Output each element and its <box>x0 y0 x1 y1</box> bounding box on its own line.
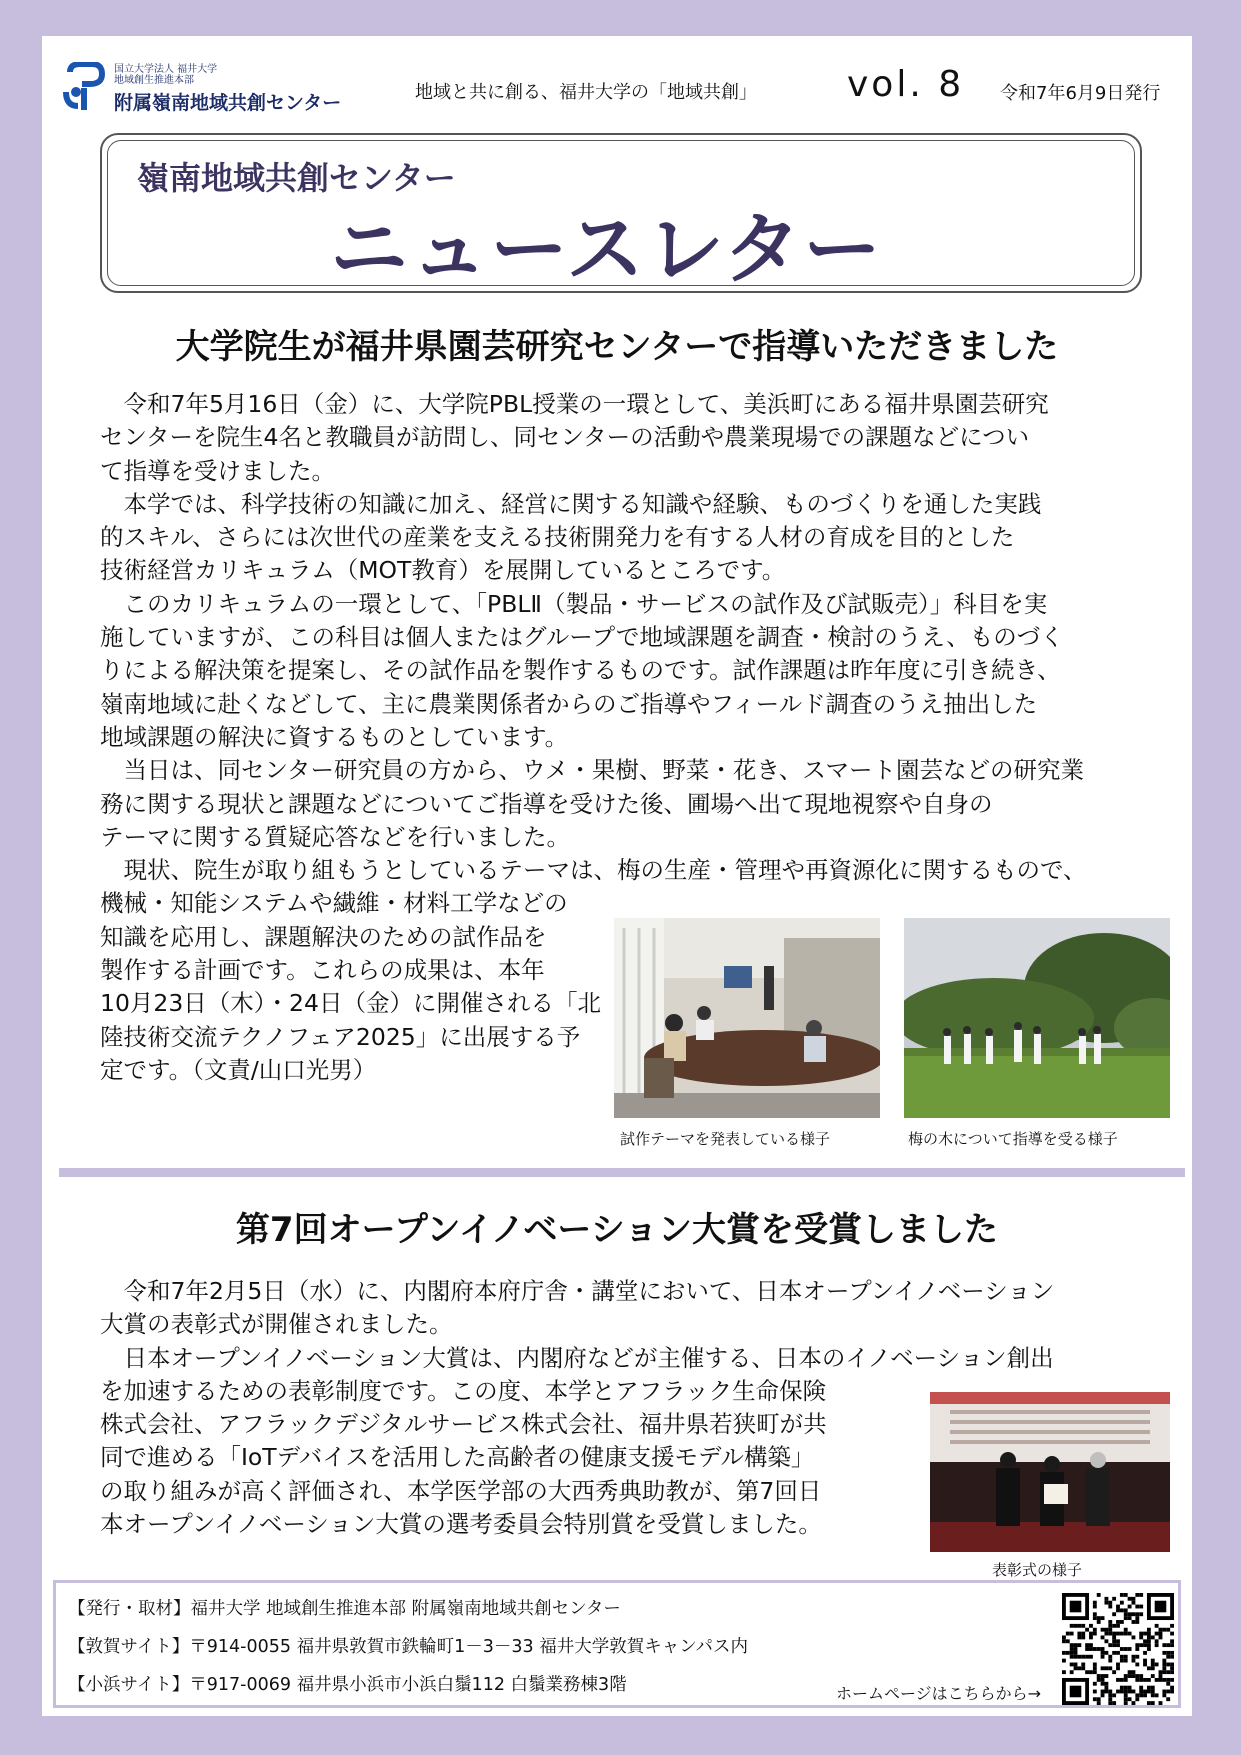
homepage-link-label[interactable]: ホームページはこちらから→ <box>836 1684 1042 1703</box>
article2-line: を加速するための表彰制度です。この度、本学とアフラック生命保険 <box>100 1376 827 1405</box>
footer-info-box <box>53 1580 1181 1708</box>
article1-line: 本学では、科学技術の知識に加え、経営に関する知識や経験、ものづくりを通した実践 <box>100 489 1042 518</box>
article1-line: 令和7年5月16日（金）に、大学院PBL授業の一環として、美浜町にある福井県園芸研究 <box>100 390 1049 418</box>
article1-line: 的スキル、さらには次世代の産業を支える技術開発力を有する人材の育成を目的とした <box>100 523 1015 552</box>
article1-line: 技術経営カリキュラム（MOT教育）を展開しているところです。 <box>100 556 786 585</box>
article1-line: 施していますが、この科目は個人またはグループで地域課題を調査・検討のうえ、ものづく <box>100 623 1064 652</box>
article1-line: このカリキュラムの一環として、「PBLⅡ（製品・サービスの試作及び試販売）」科目を実 <box>100 589 1048 618</box>
article2-line: の取り組みが高く評価され、本学医学部の大西秀典助教が、第7回日 <box>100 1476 822 1505</box>
article1-line: 機械・知能システムや繊維・材料工学などの <box>100 889 568 918</box>
article1-line: 定です。（文責/山口光男） <box>100 1055 377 1084</box>
footer-tsuruga-site: 【敦賀サイト】〒914-0055 福井県敦賀市鉄輪町1－3－33 福井大学敦賀キャンパス内 <box>68 1637 748 1657</box>
article1-line: 務に関する現状と課題などについてご指導を受けた後、圃場へ出て現地視察や自身の <box>100 789 993 818</box>
title-banner <box>100 133 1142 293</box>
article1-line: センターを院生4名と教職員が訪問し、同センターの活動や農業現場での課題などについ <box>100 423 1030 452</box>
article1-line: 知識を応用し、課題解決のための試作品を <box>100 922 547 951</box>
org-line-2: 地域創生推進本部 <box>114 75 194 86</box>
article1-line: 10月23日（木）・24日（金）に開催される「北 <box>100 989 601 1018</box>
article1-heading: 大学院生が福井県園芸研究センターで指導いただきました <box>175 327 1059 367</box>
org-name: 附属嶺南地域共創センター <box>114 92 342 114</box>
issue-date: 令和7年6月9日発行 <box>1000 83 1161 104</box>
article1-line: 製作する計画です。これらの成果は、本年 <box>100 956 545 985</box>
org-line-1: 国立大学法人 福井大学 <box>114 64 218 75</box>
photo-meeting-room <box>614 918 880 1118</box>
article2-heading: 第7回オープンイノベーション大賞を受賞しました <box>235 1210 999 1250</box>
title-subheading: 嶺南地域共創センター <box>137 159 456 197</box>
volume-number: vol. 8 <box>847 64 965 105</box>
article2-line: 同で進める「IoTデバイスを活用した高齢者の健康支援モデル構築」 <box>100 1443 815 1472</box>
article1-line: 陸技術交流テクノフェア2025」に出展する予 <box>100 1022 581 1051</box>
article1-line: て指導を受けました。 <box>100 456 335 485</box>
masthead <box>62 60 1182 120</box>
footer-publisher: 【発行・取材】福井大学 地域創生推進本部 附属嶺南地域共創センター <box>68 1599 621 1619</box>
article2-line: 令和7年2月5日（水）に、内閣府本府庁舎・講堂において、日本オープンイノベーション <box>100 1277 1055 1305</box>
article1-line: 地域課題の解決に資するものとしています。 <box>100 722 569 751</box>
photo-caption-ceremony: 表彰式の様子 <box>992 1561 1083 1579</box>
tagline: 地域と共に創る、福井大学の「地域共創」 <box>415 82 757 103</box>
title-main: ニュースレター <box>330 205 883 295</box>
article2-line: 日本オープンイノベーション大賞は、内閣府などが主催する、日本のイノベーション創出 <box>100 1343 1054 1372</box>
footer-obama-site: 【小浜サイト】〒917-0069 福井県小浜市小浜白鬚112 白鬚業務棟3階 <box>68 1675 627 1695</box>
photo-caption-orchard: 梅の木について指導を受る様子 <box>908 1130 1118 1148</box>
article1-line: テーマに関する質疑応答などを行いました。 <box>100 822 570 851</box>
university-logo-icon <box>62 62 106 112</box>
article1-line: 現状、院生が取り組もうとしているテーマは、梅の生産・管理や再資源化に関するもので、 <box>100 856 1087 885</box>
article2-line: 株式会社、アフラックデジタルサービス株式会社、福井県若狭町が共 <box>100 1410 827 1439</box>
photo-plum-orchard <box>904 918 1170 1118</box>
article2-line: 本オープンイノベーション大賞の選考委員会特別賞を受賞しました。 <box>100 1510 822 1539</box>
photo-award-ceremony <box>930 1392 1170 1552</box>
article1-line: 嶺南地域に赴くなどして、主に農業関係者からのご指導やフィールド調査のうえ抽出した <box>100 689 1038 718</box>
article1-line: 当日は、同センター研究員の方から、ウメ・果樹、野菜・花き、スマート園芸などの研究業 <box>100 756 1084 785</box>
qr-code-icon[interactable] <box>1062 1593 1174 1705</box>
section-divider <box>59 1168 1185 1177</box>
newsletter-page <box>42 36 1192 1716</box>
article2-line: 大賞の表彰式が開催されました。 <box>100 1310 453 1339</box>
article1-line: りによる解決策を提案し、その試作品を製作するものです。試作課題は昨年度に引き続き、 <box>100 656 1061 685</box>
photo-caption-meeting: 試作テーマを発表している様子 <box>620 1130 831 1148</box>
